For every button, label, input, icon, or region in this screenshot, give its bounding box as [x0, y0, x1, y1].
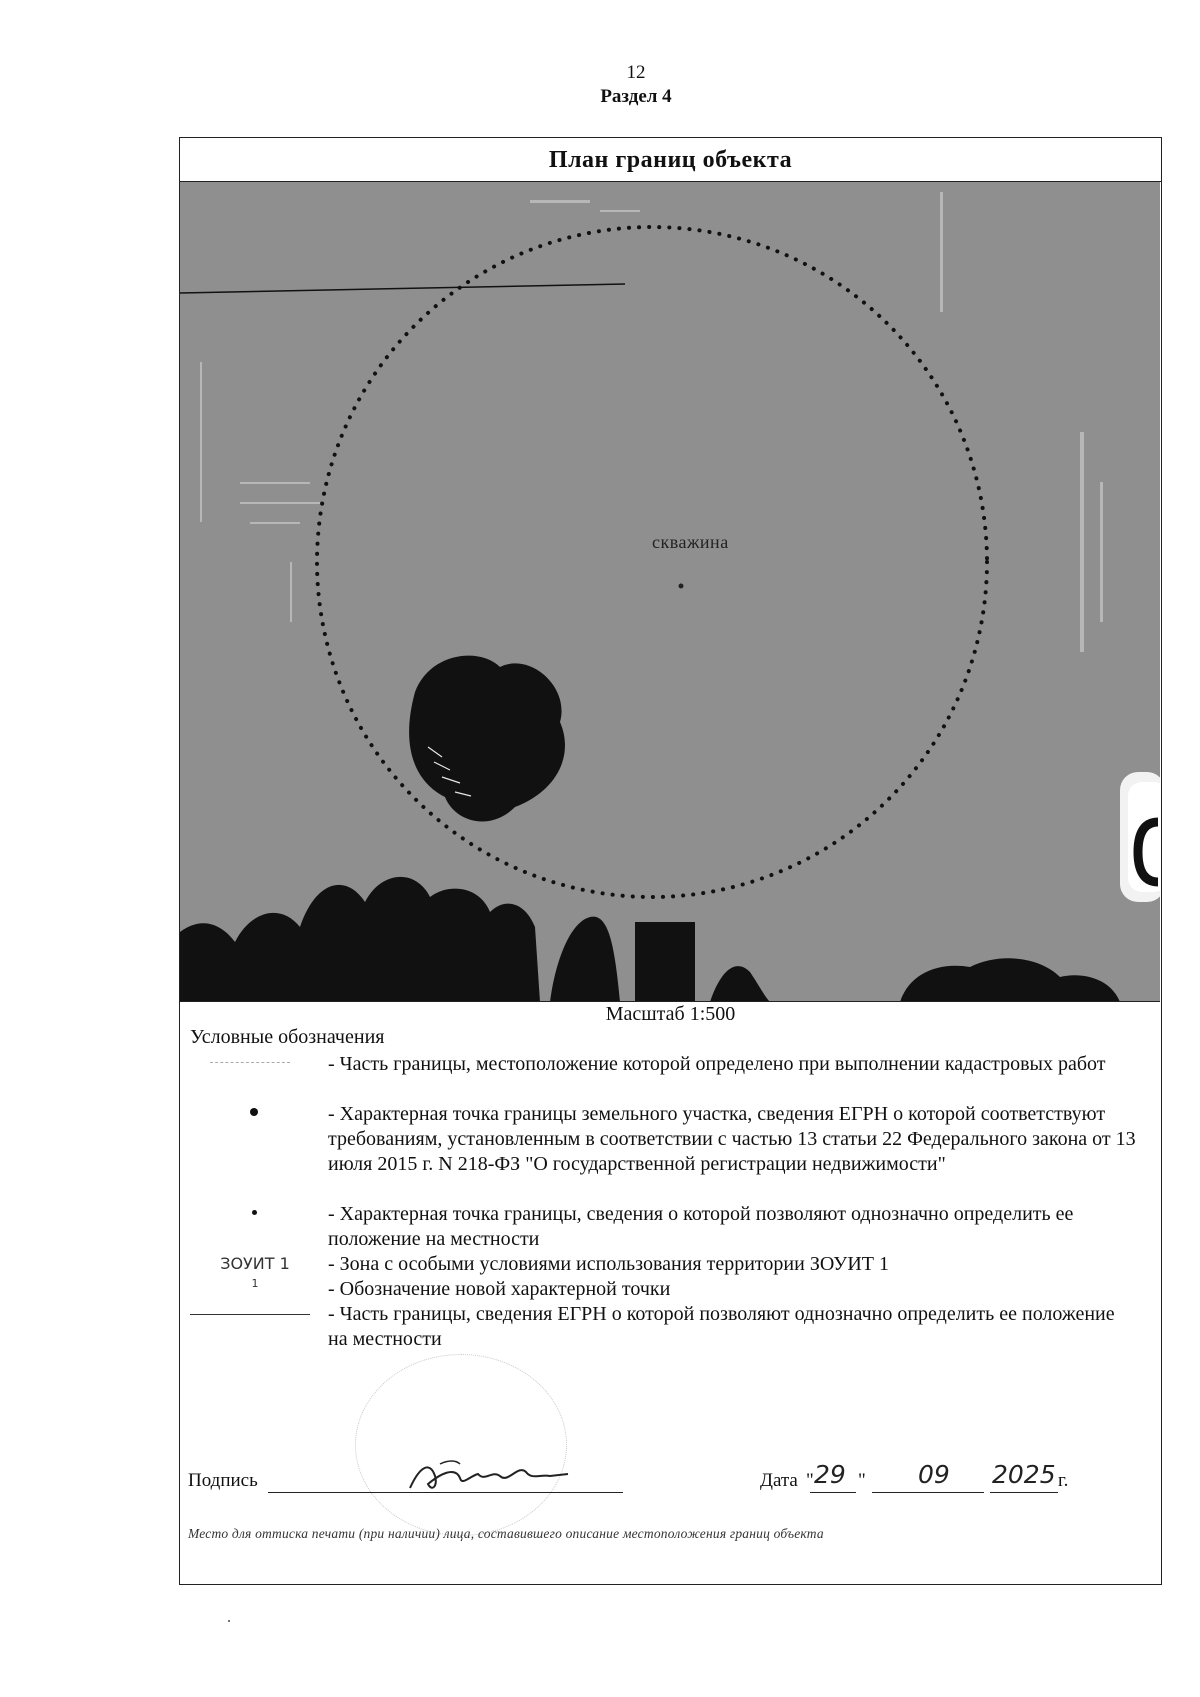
handwritten-signature [400, 1456, 580, 1496]
boundary-plan-frame [179, 137, 1162, 1585]
stamp-impression [355, 1354, 567, 1536]
legend-item-egrn-point [180, 1102, 1161, 1202]
date-label: Дата [760, 1470, 798, 1491]
legend-item-known-boundary [180, 1302, 1161, 1352]
zone-label-symbol: ЗОУИТ 1 [220, 1254, 290, 1273]
legend-text: - Обозначение новой характерной точки [328, 1278, 671, 1300]
date-open-quote: " [806, 1470, 814, 1491]
scale-text: Масштаб 1:500 [605, 1003, 736, 1025]
date-year-underline [990, 1492, 1058, 1493]
stamp-place-note: Место для оттиска печати (при наличии) лица, составившего описание местоположения границ объекта [188, 1526, 824, 1541]
legend-title: Условные обозначения [190, 1026, 385, 1048]
date-month-underline [872, 1492, 984, 1493]
section-title: Раздел 4 [600, 86, 672, 107]
page-number: 12 [626, 62, 646, 83]
legend-text: - Часть границы, сведения ЕГРН о которой позволяют однозначно определить ее положение на местности [328, 1303, 1115, 1350]
signature-row [180, 1456, 1161, 1506]
legend-item-new-boundary [180, 1052, 1161, 1102]
legend-item-new-point [180, 1277, 1161, 1302]
scan-speck [228, 1620, 230, 1622]
signature-label: Подпись [188, 1470, 258, 1491]
well-center-point [679, 584, 684, 589]
plan-map [180, 182, 1160, 1002]
legend-text: - Характерная точка границы земельного участка, сведения ЕГРН о которой соответствуют требованиям, установленным в соответствии с частью 13 статьи 22 Федерального закона от 13 июля 2015 г. N 218-ФЗ "О государственной регистрации недвижимости" [328, 1103, 1136, 1175]
legend-text: - Зона с особыми условиями использования территории ЗОУИТ 1 [328, 1253, 889, 1275]
building-dark [635, 922, 695, 1002]
map-drawing [180, 182, 1160, 1002]
date-month: 09 [918, 1460, 950, 1489]
date-day-underline [810, 1492, 856, 1493]
legend-text: - Часть границы, местоположение которой определено при выполнении кадастровых работ [328, 1053, 1106, 1075]
plan-title: План границ объекта [180, 138, 1161, 182]
date-day: 29 [814, 1460, 846, 1489]
object-label-well: скважина [652, 532, 729, 552]
date-suffix: г. [1058, 1470, 1069, 1491]
legend-text: - Характерная точка границы, сведения о которой позволяют однозначно определить ее положение на местности [328, 1203, 1074, 1250]
point-number-symbol: 1 [251, 1277, 259, 1290]
date-close-quote: " [858, 1470, 866, 1491]
legend-item-zone [180, 1252, 1161, 1277]
date-year: 2025 [992, 1460, 1056, 1489]
legend-item-point [180, 1202, 1161, 1252]
